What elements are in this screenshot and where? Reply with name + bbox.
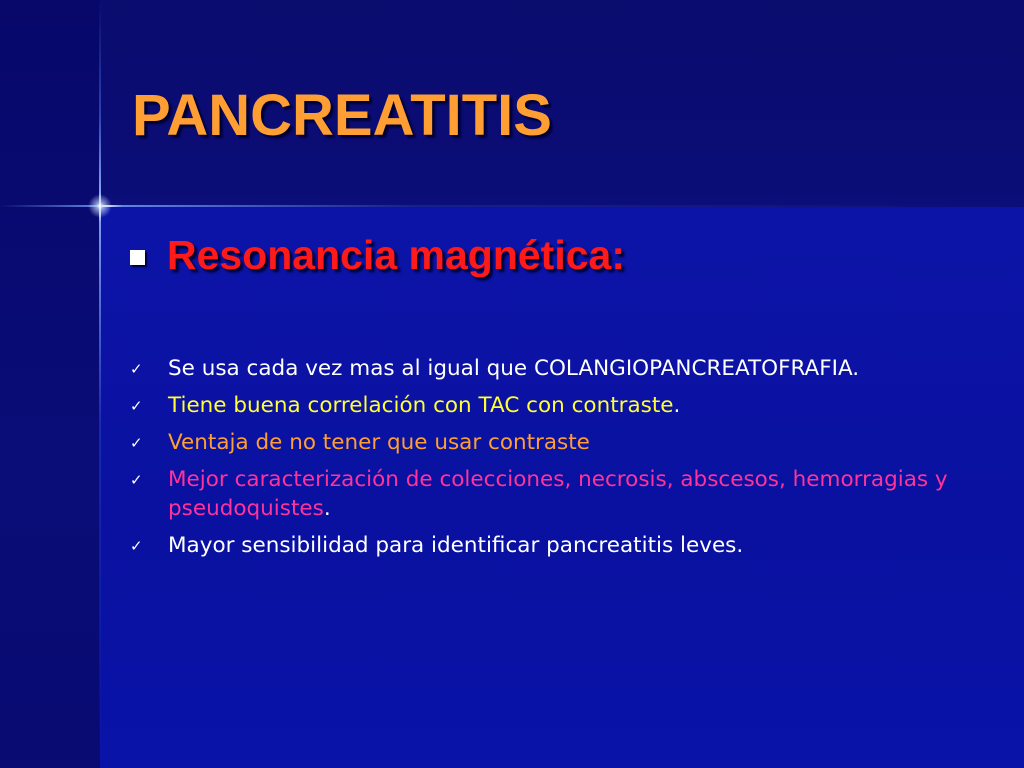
- slide-title: PANCREATITIS: [132, 83, 552, 148]
- checkmark-icon: ✓: [130, 471, 143, 489]
- checkmark-icon: ✓: [130, 537, 143, 555]
- vertical-light-line: [99, 0, 101, 768]
- checkmark-icon: ✓: [130, 397, 143, 415]
- subheading-text: Resonancia magnética:: [167, 232, 625, 278]
- background-left-panel: [0, 0, 100, 768]
- checkmark-icon: ✓: [130, 360, 143, 378]
- list-item-text: Se usa cada vez mas al igual que COLANGIOPANCREATOFRAFIA.: [168, 356, 860, 381]
- checkmark-icon: ✓: [130, 434, 143, 452]
- bullet-list: [130, 354, 990, 568]
- list-item-text: Mejor caracterización de colecciones, necrosis, abscesos, hemorragias y pseudoquistes.: [168, 467, 948, 521]
- list-item: [130, 354, 990, 383]
- list-item: [130, 531, 990, 560]
- sparkle-icon: [86, 192, 114, 220]
- list-item-text: Mayor sensibilidad para identificar pancreatitis leves.: [168, 533, 744, 558]
- square-bullet-icon: [130, 250, 145, 265]
- subheading: [130, 232, 625, 279]
- list-item: [130, 465, 990, 523]
- list-item: [130, 391, 990, 420]
- list-item: [130, 428, 990, 457]
- list-item-text: Ventaja de no tener que usar contraste: [168, 430, 590, 455]
- list-item-text: Tiene buena correlación con TAC con contraste.: [168, 393, 681, 418]
- horizontal-light-line: [0, 205, 1024, 207]
